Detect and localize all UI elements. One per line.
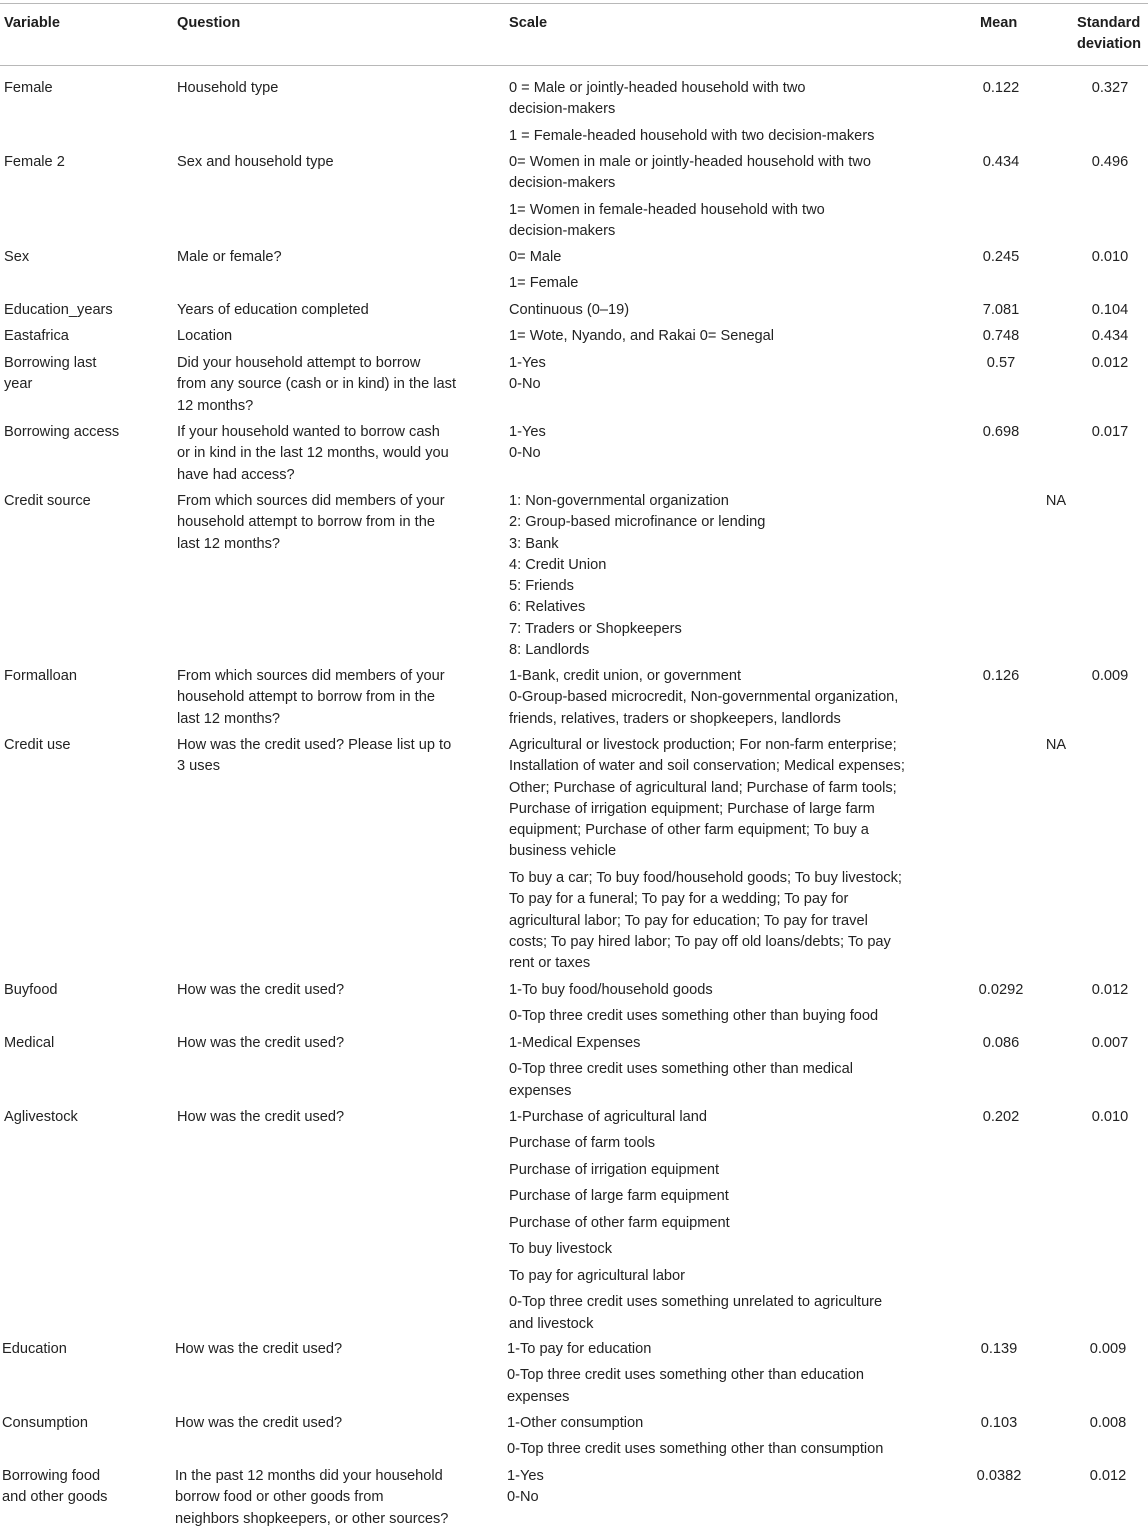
question-cell [177, 422, 477, 486]
scale-item [507, 1339, 937, 1360]
variable-cell-line: Borrowing access [4, 424, 120, 440]
variable-cell-line: Female 2 [4, 154, 65, 170]
question-cell-line: household attempt to borrow from in the [177, 514, 435, 531]
scale-item [509, 78, 939, 121]
standard-deviation-value: 0.012 [1091, 982, 1129, 998]
variable-cell-line: Aglivestock [4, 1109, 78, 1125]
standard-deviation-value: 0.007 [1091, 1035, 1129, 1051]
scale-line: friends, relatives, traders or shopkeepers, landlords [509, 710, 841, 727]
scale-line: 0-No [509, 445, 541, 462]
question-cell [177, 326, 477, 347]
question-cell [175, 1413, 475, 1434]
scale-cell [509, 247, 939, 295]
question-cell [177, 152, 477, 173]
header-sd-line: deviation [1077, 36, 1142, 52]
scale-line: 0-No [507, 1489, 539, 1506]
scale-line: 0-Top three credit uses something other than education [507, 1367, 864, 1384]
scale-cell [507, 1466, 937, 1509]
variable-cell [4, 152, 154, 173]
scale-line: 6: Relatives [509, 599, 586, 616]
standard-deviation-value: 0.012 [1089, 1468, 1127, 1484]
scale-line: To pay for agricultural labor [509, 1267, 686, 1284]
variable-cell [4, 666, 154, 687]
scale-line: 1-To buy food/household goods [509, 982, 713, 998]
question-cell [177, 353, 477, 417]
scale-item [509, 1213, 939, 1234]
scale-item [507, 1466, 937, 1509]
scale-line: costs; To pay hired labor; To pay off old loans/debts; To pay [509, 933, 891, 950]
table-top-rule [0, 3, 1148, 4]
scale-line: 1-Bank, credit union, or government [509, 668, 742, 684]
scale-item [509, 1006, 939, 1027]
scale-cell [507, 1413, 937, 1461]
scale-line: 0-Group-based microcredit, Non-governmental organization, [509, 689, 899, 706]
not-applicable-value: NA [1045, 737, 1067, 753]
header-variable: Variable [4, 15, 60, 31]
mean-value: 0.122 [982, 80, 1020, 96]
variable-cell-line: year [4, 376, 33, 393]
mean-value: 7.081 [982, 302, 1020, 318]
question-cell-line: last 12 months? [177, 710, 281, 727]
question-cell [177, 247, 477, 268]
scale-line: decision-makers [509, 223, 616, 240]
question-cell-line: How was the credit used? [177, 1109, 345, 1125]
variable-cell [2, 1466, 152, 1509]
question-cell-line: household attempt to borrow from in the [177, 689, 435, 706]
question-cell-line: 3 uses [177, 758, 220, 775]
variable-cell-line: Formalloan [4, 668, 77, 684]
scale-line: 0 = Male or jointly-headed household with two [509, 80, 806, 96]
scale-item [509, 1107, 939, 1128]
scale-line: agricultural labor; To pay for education; To pay for travel [509, 912, 868, 929]
scale-line: business vehicle [509, 843, 617, 860]
question-cell [177, 78, 477, 99]
header-question: Question [177, 15, 241, 31]
scale-line: decision-makers [509, 101, 616, 118]
standard-deviation-value: 0.496 [1091, 154, 1129, 170]
scale-cell [509, 78, 939, 147]
scale-cell [509, 1107, 939, 1335]
scale-line: 1-To pay for education [507, 1341, 652, 1357]
question-cell-line: have had access? [177, 466, 295, 483]
scale-line: 5: Friends [509, 578, 574, 595]
mean-value: 0.0382 [976, 1468, 1022, 1484]
question-cell-line: or in kind in the last 12 months, would you [177, 445, 449, 462]
question-cell [177, 1033, 477, 1054]
scale-item [509, 1186, 939, 1207]
scale-cell [509, 353, 939, 396]
scale-item [509, 273, 939, 294]
not-applicable-value: NA [1045, 493, 1067, 509]
scale-cell [509, 491, 939, 661]
scale-line: To pay for a funeral; To pay for a wedding; To pay for [509, 891, 849, 908]
question-cell-line: last 12 months? [177, 535, 281, 552]
variable-cell-line: Eastafrica [4, 328, 69, 344]
standard-deviation-value: 0.008 [1089, 1415, 1127, 1431]
question-cell-line: Male or female? [177, 249, 282, 265]
scale-line: 0-No [509, 376, 541, 393]
mean-value: 0.245 [982, 249, 1020, 265]
mean-value: 0.139 [980, 1341, 1018, 1357]
scale-line: Agricultural or livestock production; For non-farm enterprise; [509, 737, 897, 753]
question-cell-line: How was the credit used? Please list up to [177, 737, 452, 753]
scale-item [509, 247, 939, 268]
scale-line: equipment; Purchase of other farm equipment; To buy a [509, 822, 869, 839]
variable-cell [4, 247, 154, 268]
scale-line: 1= Women in female-headed household with two [509, 201, 825, 218]
variable-cell-line: Credit source [4, 493, 91, 509]
question-cell-line: In the past 12 months did your household [175, 1468, 443, 1484]
header-sd-line: Standard [1077, 15, 1141, 31]
scale-item [509, 1239, 939, 1260]
variable-cell-line: Credit use [4, 737, 71, 753]
header-scale: Scale [509, 15, 548, 31]
standard-deviation-value: 0.010 [1091, 1109, 1129, 1125]
scale-line: 1-Yes [507, 1468, 544, 1484]
variable-cell-line: Borrowing last [4, 355, 97, 371]
scale-item [509, 300, 939, 321]
header-mean: Mean [980, 15, 1018, 31]
standard-deviation-value: 0.010 [1091, 249, 1129, 265]
variable-cell [4, 980, 154, 1001]
variable-cell [4, 422, 154, 443]
question-cell-line: How was the credit used? [175, 1341, 343, 1357]
question-cell [177, 1107, 477, 1128]
scale-cell [509, 980, 939, 1028]
scale-line: 3: Bank [509, 535, 559, 552]
question-cell-line: Sex and household type [177, 154, 334, 170]
scale-line: 1-Other consumption [507, 1415, 644, 1431]
scale-line: 0-Top three credit uses something unrelated to agriculture [509, 1294, 883, 1311]
variable-cell-line: and other goods [2, 1489, 108, 1506]
mean-value: 0.086 [982, 1035, 1020, 1051]
scale-item [509, 353, 939, 396]
variable-cell [4, 300, 154, 321]
scale-cell [509, 666, 939, 730]
question-cell-line: How was the credit used? [175, 1415, 343, 1431]
scale-item [509, 1266, 939, 1287]
question-cell [177, 735, 477, 778]
mean-value: 0.57 [986, 355, 1016, 371]
variable-cell-line: Borrowing food [2, 1468, 101, 1484]
standard-deviation-value: 0.104 [1091, 302, 1129, 318]
variable-cell [4, 1107, 154, 1128]
standard-deviation-value: 0.009 [1091, 668, 1129, 684]
scale-cell [509, 422, 939, 465]
scale-item [507, 1439, 937, 1460]
scale-line: 1-Purchase of agricultural land [509, 1109, 707, 1125]
variable-cell [4, 326, 154, 347]
scale-line: 0-Top three credit uses something other than medical [509, 1061, 853, 1078]
variable-cell-line: Education_years [4, 302, 113, 318]
standard-deviation-value: 0.327 [1091, 80, 1129, 96]
scale-line: 1-Medical Expenses [509, 1035, 641, 1051]
scale-line: To buy livestock [509, 1241, 613, 1258]
question-cell-line: If your household wanted to borrow cash [177, 424, 440, 440]
question-cell [177, 491, 477, 555]
mean-value: 0.202 [982, 1109, 1020, 1125]
question-cell-line: neighbors shopkeepers, or other sources? [175, 1510, 449, 1527]
scale-line: 0-Top three credit uses something other than consumption [507, 1441, 884, 1458]
scale-line: 4: Credit Union [509, 556, 607, 573]
scale-line: 1-Yes [509, 424, 546, 440]
question-cell-line: Years of education completed [177, 302, 369, 318]
scale-line: expenses [509, 1082, 572, 1099]
variable-cell-line: Buyfood [4, 982, 58, 998]
question-cell-line: From which sources did members of your [177, 668, 445, 684]
scale-line: 1= Wote, Nyando, and Rakai 0= Senegal [509, 328, 775, 344]
scale-line: 2: Group-based microfinance or lending [509, 514, 766, 531]
scale-item [509, 666, 939, 730]
scale-item [509, 200, 939, 243]
scale-line: 8: Landlords [509, 642, 590, 659]
variable-cell-line: Consumption [2, 1415, 88, 1431]
mean-value: 0.0292 [978, 982, 1024, 998]
scale-line: 0= Women in male or jointly-headed household with two [509, 154, 871, 170]
scale-cell [507, 1339, 937, 1408]
scale-item [509, 1160, 939, 1181]
question-cell-line: from any source (cash or in kind) in the last [177, 376, 457, 393]
variable-cell [4, 353, 154, 396]
scale-cell [509, 300, 939, 321]
scale-line: Purchase of other farm equipment [509, 1214, 730, 1231]
question-cell-line: From which sources did members of your [177, 493, 445, 509]
scale-item [509, 491, 939, 661]
scale-cell [509, 152, 939, 242]
header-standard-deviation [1077, 13, 1141, 55]
scale-line: 1-Yes [509, 355, 546, 371]
question-cell-line: How was the credit used? [177, 982, 345, 998]
question-cell-line: Household type [177, 80, 279, 96]
scale-item [509, 1059, 939, 1102]
variable-cell [4, 735, 154, 756]
scale-item [509, 152, 939, 195]
scale-line: and livestock [509, 1315, 594, 1332]
question-cell [175, 1339, 475, 1360]
question-cell-line: Did your household attempt to borrow [177, 355, 421, 371]
scale-line: rent or taxes [509, 955, 591, 972]
variable-cell [4, 491, 154, 512]
scale-item [507, 1365, 937, 1408]
question-cell-line: How was the credit used? [177, 1035, 345, 1051]
standard-deviation-value: 0.434 [1091, 328, 1129, 344]
scale-line: Purchase of irrigation equipment; Purchase of large farm [509, 800, 875, 817]
scale-line: 0-Top three credit uses something other than buying food [509, 1008, 879, 1025]
scale-line: Other; Purchase of agricultural land; Purchase of farm tools; [509, 779, 897, 796]
scale-item [509, 326, 939, 347]
scale-line: Purchase of large farm equipment [509, 1188, 729, 1205]
variable-cell [4, 1033, 154, 1054]
scale-line: decision-makers [509, 175, 616, 192]
question-cell [177, 666, 477, 730]
scale-line: 1: Non-governmental organization [509, 493, 729, 509]
variable-cell [4, 78, 154, 99]
mean-value: 0.698 [982, 424, 1020, 440]
scale-item [509, 868, 939, 974]
scale-item [509, 1133, 939, 1154]
variable-cell [2, 1413, 152, 1434]
variable-cell-line: Education [2, 1341, 67, 1357]
question-cell [177, 300, 477, 321]
scale-item [509, 735, 939, 863]
standard-deviation-value: 0.017 [1091, 424, 1129, 440]
scale-line: Continuous (0–19) [509, 302, 630, 318]
scale-cell [509, 326, 939, 347]
scale-line: Purchase of farm tools [509, 1135, 656, 1152]
scale-cell [509, 1033, 939, 1102]
scale-item [509, 1292, 939, 1335]
variable-cell-line: Female [4, 80, 53, 96]
variable-cell [2, 1339, 152, 1360]
question-cell-line: 12 months? [177, 397, 254, 414]
scale-line: 7: Traders or Shopkeepers [509, 620, 682, 637]
scale-item [507, 1413, 937, 1434]
scale-item [509, 1033, 939, 1054]
question-cell-line: Location [177, 328, 233, 344]
scale-line: 1= Female [509, 275, 579, 292]
mean-value: 0.748 [982, 328, 1020, 344]
scale-item [509, 422, 939, 465]
mean-value: 0.434 [982, 154, 1020, 170]
question-cell-line: borrow food or other goods from [175, 1489, 384, 1506]
header-rule [0, 65, 1148, 66]
scale-line: Purchase of irrigation equipment [509, 1161, 720, 1178]
scale-line: 1 = Female-headed household with two decision-makers [509, 127, 875, 144]
question-cell [175, 1466, 475, 1530]
scale-item [509, 980, 939, 1001]
scale-line: expenses [507, 1388, 570, 1405]
variable-cell-line: Medical [4, 1035, 55, 1051]
scale-line: 0= Male [509, 249, 562, 265]
standard-deviation-value: 0.012 [1091, 355, 1129, 371]
scale-item [509, 126, 939, 147]
question-cell [177, 980, 477, 1001]
mean-value: 0.103 [980, 1415, 1018, 1431]
variable-cell-line: Sex [4, 249, 30, 265]
scale-line: To buy a car; To buy food/household goods; To buy livestock; [509, 869, 902, 886]
standard-deviation-value: 0.009 [1089, 1341, 1127, 1357]
mean-value: 0.126 [982, 668, 1020, 684]
scale-line: Installation of water and soil conservation; Medical expenses; [509, 758, 905, 775]
scale-cell [509, 735, 939, 974]
